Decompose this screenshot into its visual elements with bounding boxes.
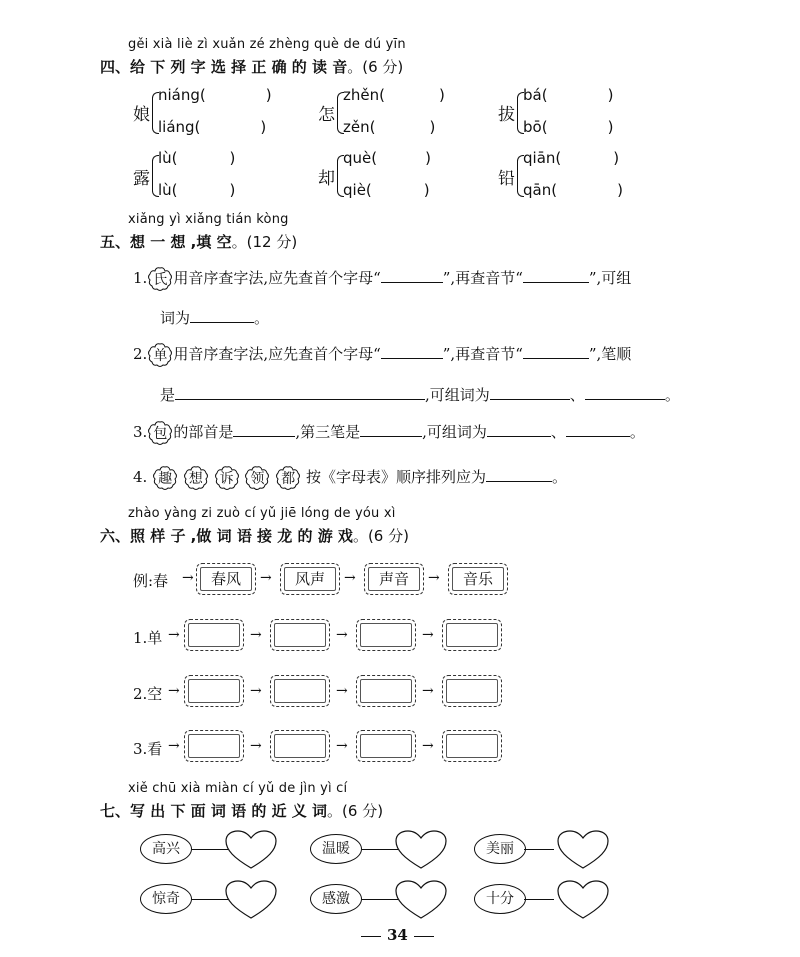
arrow-icon: → [336, 738, 348, 754]
sec6-title: 六、照 样 子 ,做 词 语 接 龙 的 游 戏。(6 分) [100, 527, 409, 545]
word-input-box[interactable] [184, 730, 244, 762]
blank-input[interactable] [566, 422, 630, 437]
word-input-box[interactable] [442, 619, 502, 651]
pinyin-option: bá( ) [523, 86, 614, 104]
flower-char-frame: 诉 [214, 465, 240, 491]
heart-answer-box[interactable] [224, 880, 278, 920]
flower-char-frame: 趣 [152, 465, 178, 491]
arrow-icon: → [182, 570, 194, 586]
connector-line [362, 899, 398, 900]
arrow-icon: → [250, 683, 262, 699]
pinyin-option: zhěn( ) [343, 86, 445, 104]
word-input-box[interactable] [270, 675, 330, 707]
word-input-box[interactable] [184, 675, 244, 707]
arrow-icon: → [336, 627, 348, 643]
flower-char-frame: 氏 [147, 266, 173, 292]
flower-char-frame: 包 [147, 420, 173, 446]
word-oval: 美丽 [474, 834, 526, 864]
blank-input[interactable] [381, 344, 443, 359]
arrow-icon: → [422, 683, 434, 699]
connector-line [524, 849, 554, 850]
blank-input[interactable] [486, 467, 552, 482]
word-input-box[interactable] [184, 619, 244, 651]
sec7-title: 七、写 出 下 面 词 语 的 近 义 词。(6 分) [100, 802, 384, 820]
chain-row-label: 3.看 [133, 740, 163, 758]
connector-line [362, 849, 398, 850]
pinyin-option: qiè( ) [343, 181, 430, 199]
connector-line [524, 899, 554, 900]
question-2: 2. 单 用音序查字法,应先查首个字母“ ”,再查音节“ ”,笔顺 [133, 342, 631, 368]
word-input-box[interactable] [442, 675, 502, 707]
heart-answer-box[interactable] [394, 830, 448, 870]
heart-answer-box[interactable] [556, 830, 610, 870]
chain-row-label: 1.单 [133, 629, 163, 647]
word-oval: 惊奇 [140, 884, 192, 914]
word-oval: 高兴 [140, 834, 192, 864]
chain-row-label: 2.空 [133, 685, 163, 703]
heart-answer-box[interactable] [556, 880, 610, 920]
blank-input[interactable] [190, 308, 254, 323]
sec4-score: 。(6 分) [347, 58, 404, 76]
flower-char-frame: 单 [147, 342, 173, 368]
sec4-number: 四、 [100, 58, 131, 76]
arrow-icon: → [428, 570, 440, 586]
connector-line [192, 899, 228, 900]
sec4-title [100, 56, 403, 77]
blank-input[interactable] [585, 385, 665, 400]
word-input-box[interactable] [270, 619, 330, 651]
arrow-icon: → [168, 683, 180, 699]
blank-input[interactable] [523, 344, 589, 359]
blank-input[interactable] [233, 422, 295, 437]
connector-line [192, 849, 228, 850]
heart-answer-box[interactable] [224, 830, 278, 870]
arrow-icon: → [422, 738, 434, 754]
pinyin-option: zěn( ) [343, 118, 436, 136]
blank-input[interactable] [487, 422, 551, 437]
sec4-char: 娘 [133, 105, 150, 125]
blank-input[interactable] [360, 422, 422, 437]
arrow-icon: → [168, 627, 180, 643]
sec4-char: 铅 [498, 169, 515, 189]
arrow-icon: → [336, 683, 348, 699]
sec4-char: 怎 [318, 105, 335, 125]
question-1-cont: 词为 。 [160, 309, 270, 327]
question-2-cont: 是 ,可组词为 、 。 [160, 386, 680, 404]
blank-input[interactable] [523, 268, 589, 283]
sec4-char: 拔 [498, 105, 515, 125]
sec6-pinyin: zhào yàng zi zuò cí yǔ jiē lóng de yóu xì [128, 506, 396, 521]
blank-input[interactable] [490, 385, 570, 400]
blank-input[interactable] [381, 268, 443, 283]
sec5-title: 五、想 一 想 ,填 空。(12 分) [100, 233, 298, 251]
heart-answer-box[interactable] [394, 880, 448, 920]
flower-char-frame: 领 [244, 465, 270, 491]
arrow-icon: → [422, 627, 434, 643]
pinyin-option: què( ) [343, 149, 431, 167]
pinyin-option: lù( ) [158, 149, 236, 167]
arrow-icon: → [250, 627, 262, 643]
word-input-box[interactable] [442, 730, 502, 762]
arrow-icon: → [250, 738, 262, 754]
sec4-pinyin: gěi xià liè zì xuǎn zé zhèng què de dú yīn [128, 37, 406, 52]
flower-char-frame: 都 [275, 465, 301, 491]
question-3: 3. 包 的部首是 ,第三笔是 ,可组词为 、 。 [133, 420, 645, 446]
example-label: 例:春 [133, 572, 169, 590]
pinyin-option: lù( ) [158, 181, 236, 199]
example-word-box: 音乐 [448, 563, 508, 595]
question-1: 1. 氏 用音序查字法,应先查首个字母“ ”,再查音节“ ”,可组 [133, 266, 631, 292]
pinyin-option: bō( ) [523, 118, 614, 136]
word-oval: 十分 [474, 884, 526, 914]
word-input-box[interactable] [356, 675, 416, 707]
word-oval: 温暖 [310, 834, 362, 864]
sec4-char: 却 [318, 169, 335, 189]
pinyin-option: liáng( ) [158, 118, 267, 136]
word-input-box[interactable] [356, 730, 416, 762]
arrow-icon: → [168, 738, 180, 754]
example-word-box: 春风 [196, 563, 256, 595]
page-number: 34 [355, 926, 440, 944]
word-input-box[interactable] [270, 730, 330, 762]
question-4: 4. 趣 想 诉 领 都 按《字母表》顺序排列应为 。 [133, 465, 567, 491]
sec4-char: 露 [133, 169, 150, 189]
blank-input[interactable] [175, 385, 425, 400]
pinyin-option: niáng( ) [158, 86, 272, 104]
pinyin-option: qān( ) [523, 181, 623, 199]
flower-char-frame: 想 [183, 465, 209, 491]
sec4-title-text: 给 下 列 字 选 择 正 确 的 读 音 [130, 58, 348, 76]
example-word-box: 声音 [364, 563, 424, 595]
sec5-pinyin: xiǎng yì xiǎng tián kòng [128, 212, 289, 227]
arrow-icon: → [344, 570, 356, 586]
example-word-box: 风声 [280, 563, 340, 595]
arrow-icon: → [260, 570, 272, 586]
pinyin-option: qiān( ) [523, 149, 620, 167]
sec7-pinyin: xiě chū xià miàn cí yǔ de jìn yì cí [128, 781, 348, 796]
word-oval: 感激 [310, 884, 362, 914]
word-input-box[interactable] [356, 619, 416, 651]
